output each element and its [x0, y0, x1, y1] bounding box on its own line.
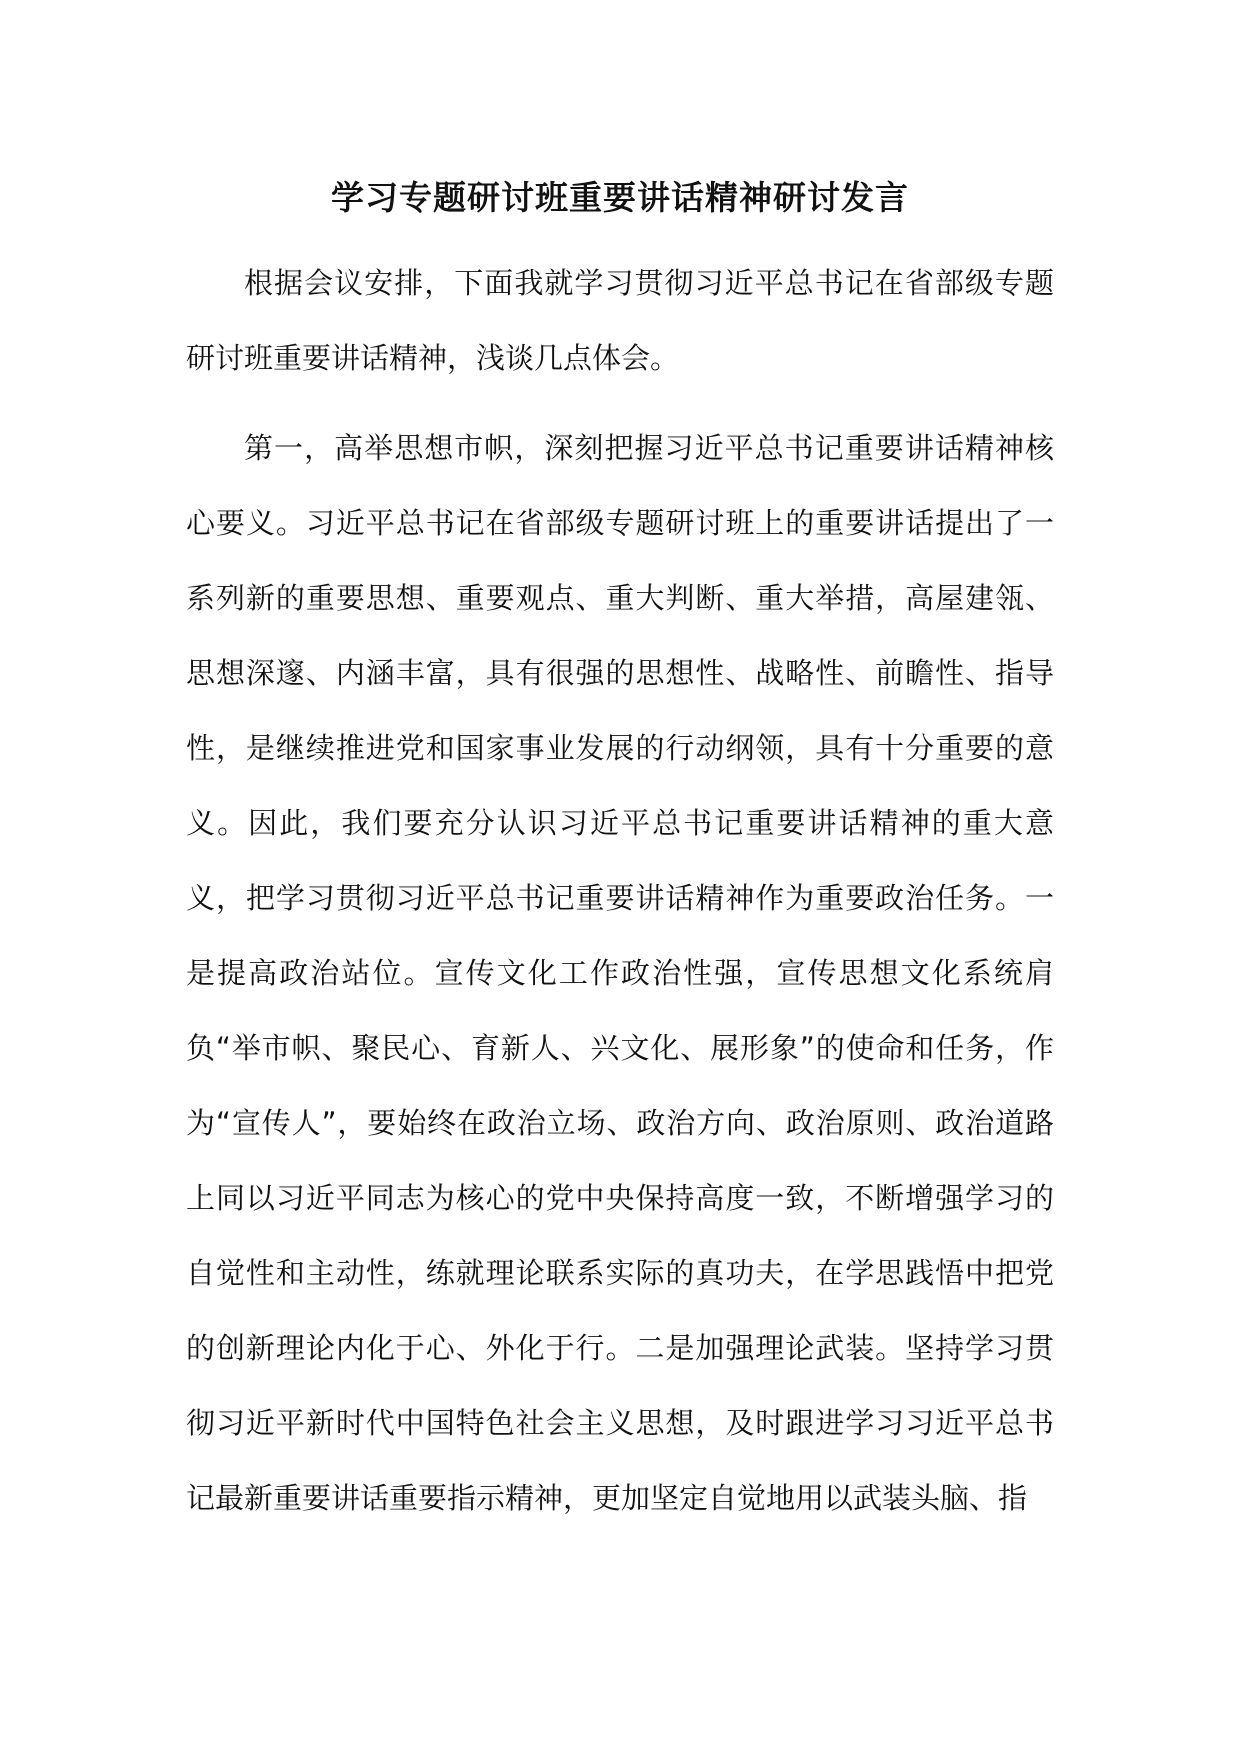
document-title: 学习专题研讨班重要讲话精神研讨发言 — [331, 178, 909, 217]
document-page — [186, 168, 1054, 1536]
paragraph-first-point: 第一，高举思想市帜，深刻把握习近平总书记重要讲话精神核心要义。习近平总书记在省部级专题研讨班上的重要讲话提出了一系列新的重要思想、重要观点、重大判断、重大举措，高屋建瓴、思想深邃、内涵丰富，具有很强的思想性、战略性、前瞻性、指导性，是继续推进党和国家事业发展的行动纲领，具有十分重要的意义。因此，我们要充分认识习近平总书记重要讲话精神的重大意义，把学习贯彻习近平总书记重要讲话精神作为重要政治任务。一是提高政治站位。宣传文化工作政治性强，宣传思想文化系统肩负“举市帜、聚民心、育新人、兴文化、展形象”的使命和任务，作为“宣传人”，要始终在政治立场、政治方向、政治原则、政治道路上同以习近平同志为核心的党中央保持高度一致，不断增强学习的自觉性和主动性，练就理论联系实际的真功夫，在学思践悟中把党的创新理论内化于心、外化于行。二是加强理论武装。坚持学习贯彻习近平新时代中国特色社会主义思想，及时跟进学习习近平总书记最新重要讲话重要指示精神，更加坚定自觉地用以武装头脑、指 — [186, 431, 1054, 1515]
paragraph-intro: 根据会议安排，下面我就学习贯彻习近平总书记在省部级专题研讨班重要讲话精神，浅谈几点体会。 — [186, 266, 1054, 375]
